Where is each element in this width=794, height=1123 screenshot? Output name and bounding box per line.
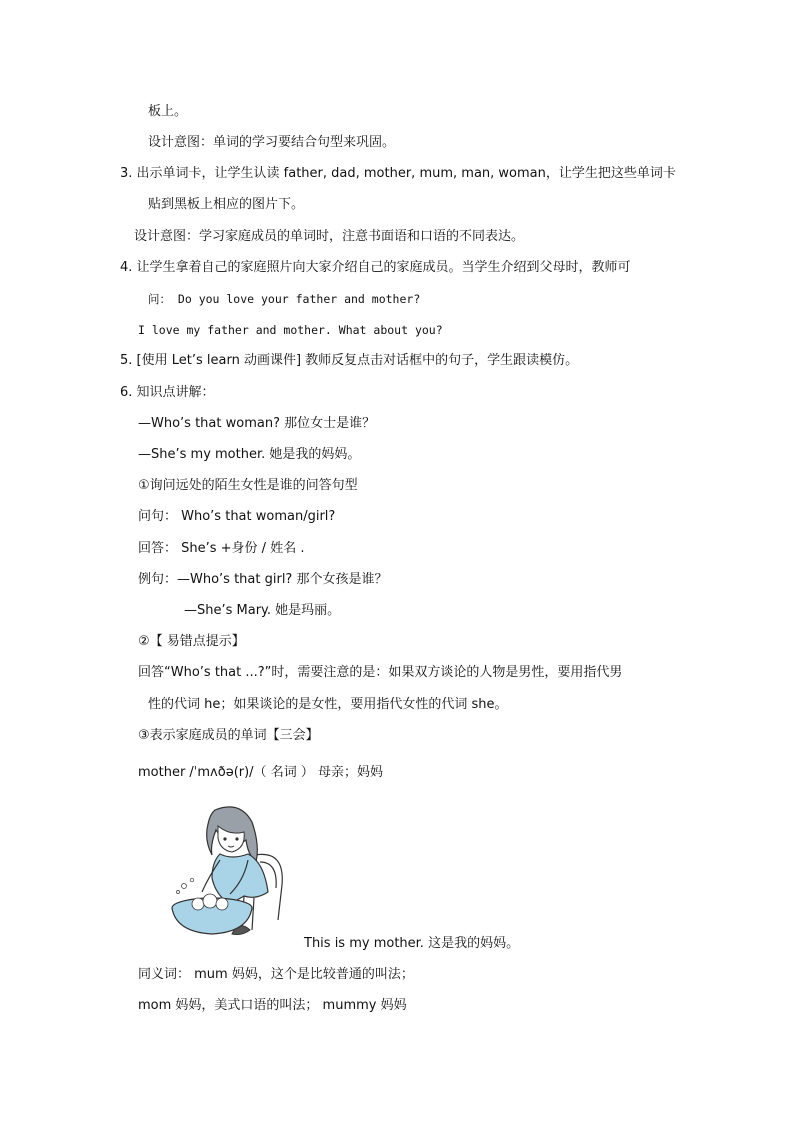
point-2-text-cont: 性的代词 he；如果谈论的是女性，要用指代女性的代词 she。 (148, 697, 508, 712)
illustration-caption: This is my mother. 这是我的妈妈。 (304, 936, 520, 951)
point-1-example-q: 例句：—Who’s that girl? 那个女孩是谁？ (138, 572, 388, 587)
step-4-answer: I love my father and mother. What about you? (138, 323, 443, 337)
point-1-title: ①询问远处的陌生女性是谁的问答句型 (138, 478, 358, 493)
step-3-cont: 贴到黑板上相应的图片下。 (148, 197, 305, 212)
mother-washing-illustration (160, 800, 300, 945)
point-2-title: ②【 易错点提示】 (138, 634, 245, 649)
synonym-mom-mummy: mom 妈妈，美式口语的叫法； mummy 妈妈 (138, 998, 407, 1013)
design-intent-1: 设计意图：单词的学习要结合句型来巩固。 (148, 135, 396, 150)
text-line-1: 板上。 (148, 104, 188, 119)
synonym-mum: 同义词： mum 妈妈，这个是比较普通的叫法； (138, 967, 414, 982)
step-4: 4. 让学生拿着自己的家庭照片向大家介绍自己的家庭成员。当学生介绍到父母时，教师可 (120, 260, 631, 275)
point-3-title: ③表示家庭成员的单词【三会】 (138, 728, 319, 743)
vocab-mother: mother /ˈmʌðə(r)/（ 名词 ） 母亲；妈妈 (138, 765, 383, 780)
point-1-question: 问句： Who’s that woman/girl? (138, 509, 336, 524)
step-3: 3. 出示单词卡，让学生认读 father, dad, mother, mum, man, woman，让学生把这些单词卡 (120, 166, 676, 181)
design-intent-2: 设计意图：学习家庭成员的单词时，注意书面语和口语的不同表达。 (134, 229, 525, 244)
step-6: 6. 知识点讲解： (120, 385, 215, 400)
point-1-example-a: —She’s Mary. 她是玛丽。 (184, 603, 341, 618)
step-4-question: 问： Do you love your father and mother? (148, 292, 421, 306)
step-5: 5. [使用 Let’s learn 动画课件] 教师反复点击对话框中的句子，学生跟读模仿。 (120, 353, 579, 368)
dialog-question: —Who’s that woman? 那位女士是谁？ (138, 416, 376, 431)
dialog-answer: —She’s my mother. 她是我的妈妈。 (138, 447, 361, 462)
point-2-text: 回答“Who’s that ...?”时，需要注意的是：如果双方谈论的人物是男性，要用指代男 (138, 665, 623, 680)
point-1-answer: 回答： She’s +身份 / 姓名 . (138, 541, 305, 556)
